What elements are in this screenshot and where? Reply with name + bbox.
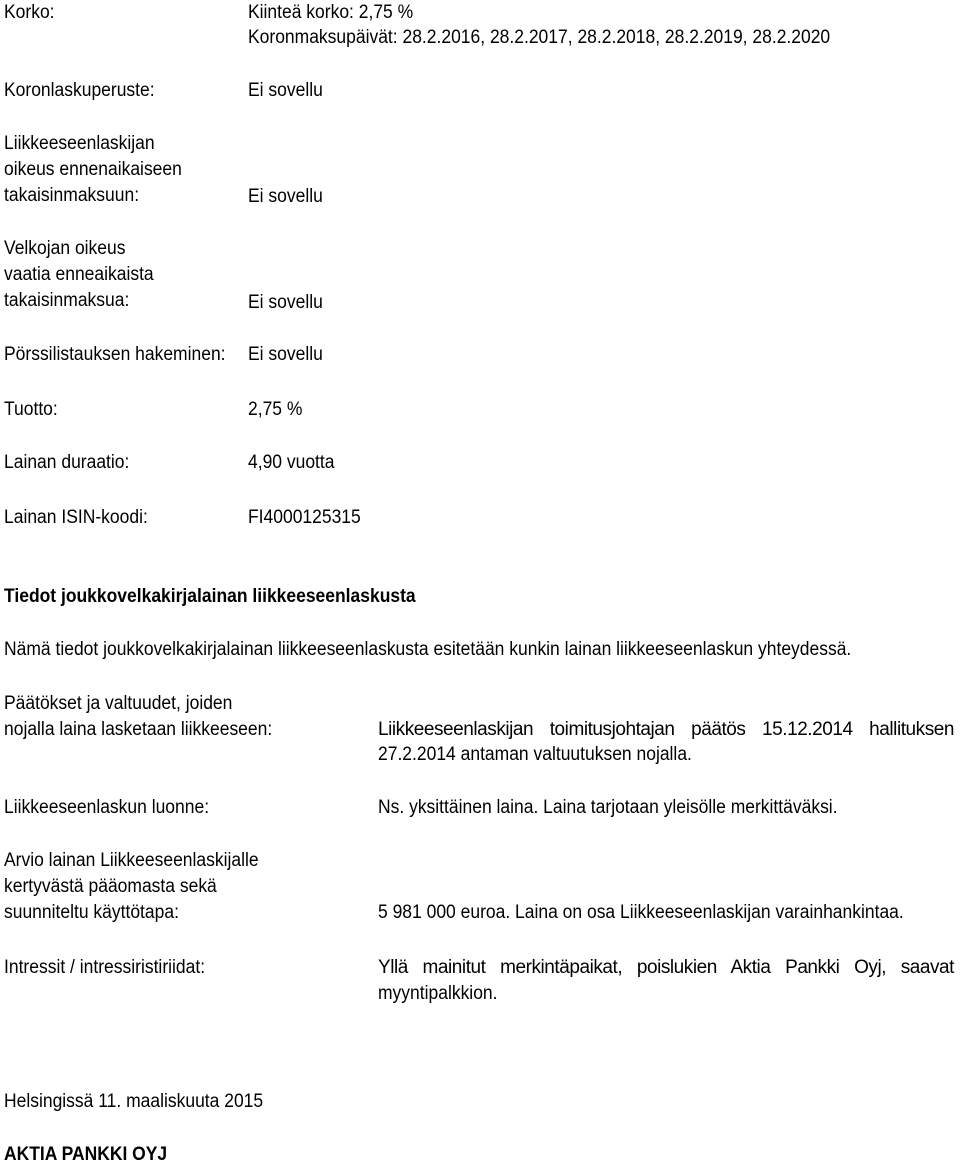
korko-label: Korko:	[4, 2, 55, 23]
proceeds-value: 5 981 000 euroa. Laina on osa Liikkeeseenlaskijan varainhankintaa.	[378, 902, 904, 923]
issue-nature-label: Liikkeeseenlaskun luonne:	[4, 797, 210, 818]
issuer-prepayment-label-line-2: oikeus ennenaikaiseen	[4, 159, 182, 180]
yield-label: Tuotto:	[4, 399, 58, 420]
issuer-prepayment-value: Ei sovellu	[248, 186, 323, 207]
creditor-prepayment-value: Ei sovellu	[248, 292, 323, 313]
koronlaskuperuste-label: Koronlaskuperuste:	[4, 80, 155, 101]
interests-label: Intressit / intressiristiriidat:	[4, 957, 206, 978]
listing-label: Pörssilistauksen hakeminen:	[4, 344, 226, 365]
creditor-prepayment-label-line-3: takaisinmaksua:	[4, 290, 130, 311]
korko-value-line-2: Koronmaksupäivät: 28.2.2016, 28.2.2017, 28.2.2018, 28.2.2019, 28.2.2020	[248, 27, 831, 48]
issuer-prepayment-label-line-3: takaisinmaksuun:	[4, 185, 140, 206]
decisions-value-line-1: Liikkeeseenlaskijan toimitusjohtajan päätös 15.12.2014 hallituksen	[378, 719, 954, 740]
korko-value-line-1: Kiinteä korko: 2,75 %	[248, 2, 414, 23]
decisions-label-line-2: nojalla laina lasketaan liikkeeseen:	[4, 719, 273, 740]
duration-label: Lainan duraatio:	[4, 452, 130, 473]
duration-value: 4,90 vuotta	[248, 452, 335, 473]
place-date: Helsingissä 11. maaliskuuta 2015	[4, 1091, 264, 1112]
creditor-prepayment-label-line-1: Velkojan oikeus	[4, 238, 126, 259]
proceeds-label-line-3: suunniteltu käyttötapa:	[4, 902, 179, 923]
section-intro: Nämä tiedot joukkovelkakirjalainan liikkeeseenlaskusta esitetään kunkin lainan liikkeeseenlaskun yhteydessä.	[4, 639, 852, 660]
isin-label: Lainan ISIN-koodi:	[4, 507, 148, 528]
interests-value-line-2: myyntipalkkion.	[378, 983, 498, 1004]
koronlaskuperuste-value: Ei sovellu	[248, 80, 323, 101]
section-heading: Tiedot joukkovelkakirjalainan liikkeeseenlaskusta	[4, 586, 416, 607]
creditor-prepayment-label-line-2: vaatia enneaikaista	[4, 264, 154, 285]
issuer-prepayment-label-line-1: Liikkeeseenlaskijan	[4, 133, 155, 154]
issue-nature-value: Ns. yksittäinen laina. Laina tarjotaan yleisölle merkittäväksi.	[378, 797, 838, 818]
decisions-value-line-2: 27.2.2014 antaman valtuutuksen nojalla.	[378, 744, 692, 765]
decisions-label-line-1: Päätökset ja valtuudet, joiden	[4, 693, 233, 714]
listing-value: Ei sovellu	[248, 344, 323, 365]
proceeds-label-line-1: Arvio lainan Liikkeeseenlaskijalle	[4, 850, 259, 871]
isin-value: FI4000125315	[248, 507, 361, 528]
company-name: AKTIA PANKKI OYJ	[4, 1144, 168, 1165]
interests-value-line-1: Yllä mainitut merkintäpaikat, poislukien Aktia Pankki Oyj, saavat	[378, 957, 954, 978]
yield-value: 2,75 %	[248, 399, 303, 420]
proceeds-label-line-2: kertyvästä pääomasta sekä	[4, 876, 217, 897]
